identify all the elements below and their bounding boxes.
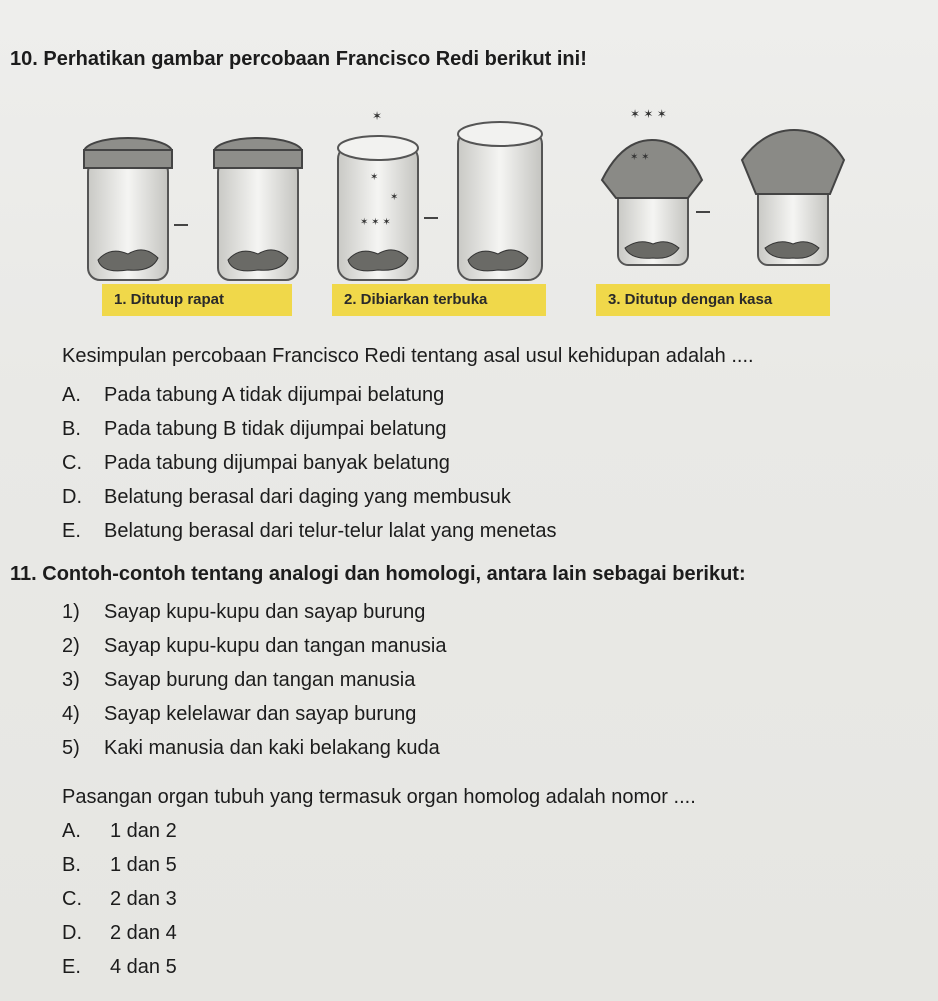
option-text: Pada tabung A tidak dijumpai belatung (104, 384, 445, 406)
q11-item-1 (62, 601, 425, 624)
q10-title (10, 48, 587, 71)
caption-gauze: 3. Ditutup dengan kasa (596, 284, 830, 316)
item-number: 4) (62, 703, 80, 725)
q11-option-c[interactable] (62, 888, 177, 911)
q11-item-4 (62, 703, 416, 726)
q11-item-3 (62, 669, 415, 692)
q11-title (10, 563, 746, 586)
caption-open: 2. Dibiarkan terbuka (332, 284, 546, 316)
option-letter: D. (62, 486, 82, 508)
q11-item-5 (62, 737, 440, 760)
option-text: 4 dan 5 (110, 956, 177, 978)
item-number: 2) (62, 635, 80, 657)
q10-number: 10. (10, 48, 38, 70)
option-text: Belatung berasal dari daging yang membusuk (104, 486, 511, 508)
item-text: Sayap kupu-kupu dan sayap burung (104, 601, 426, 623)
option-letter: A. (62, 820, 81, 842)
q11-option-b[interactable] (62, 854, 177, 877)
q11-title-text: Contoh-contoh tentang analogi dan homologi, antara lain sebagai berikut: (42, 563, 746, 585)
option-text: Pada tabung dijumpai banyak belatung (104, 452, 450, 474)
option-text: 1 dan 5 (110, 854, 177, 876)
redi-experiment-figure (70, 100, 850, 330)
jar-sealed-2 (214, 138, 302, 280)
q10-option-a[interactable] (62, 384, 444, 407)
option-letter: C. (62, 888, 82, 910)
caption-sealed: 1. Ditutup rapat (102, 284, 292, 316)
q10-title-text: Perhatikan gambar percobaan Francisco Redi berikut ini! (43, 48, 587, 70)
q11-item-2 (62, 635, 446, 658)
q11-stem: Pasangan organ tubuh yang termasuk organ homolog adalah nomor .... (62, 786, 696, 808)
q10-option-d[interactable] (62, 486, 511, 509)
option-letter: A. (62, 384, 81, 406)
item-text: Sayap kupu-kupu dan tangan manusia (104, 635, 447, 657)
fly-icon: ✶ (372, 109, 383, 123)
q11-option-d[interactable] (62, 922, 177, 945)
svg-text:✶: ✶ (370, 172, 379, 183)
jar-gauze-1 (602, 140, 702, 265)
fly-icon-2: ✶ ✶ ✶ (630, 107, 667, 121)
option-letter: D. (62, 922, 82, 944)
jar-sealed-1 (84, 138, 172, 280)
q11-option-e[interactable] (62, 956, 177, 979)
q11-number: 11. (10, 563, 37, 585)
option-text: Pada tabung B tidak dijumpai belatung (104, 418, 447, 440)
item-number: 5) (62, 737, 80, 759)
jar-open-1 (338, 136, 418, 280)
option-letter: B. (62, 418, 81, 440)
item-text: Sayap kelelawar dan sayap burung (104, 703, 417, 725)
svg-text:✶ ✶: ✶ ✶ (630, 152, 650, 163)
option-text: 2 dan 4 (110, 922, 177, 944)
option-letter: E. (62, 520, 81, 542)
svg-text:✶: ✶ (390, 192, 399, 203)
option-letter: B. (62, 854, 81, 876)
item-number: 3) (62, 669, 80, 691)
option-text: 1 dan 2 (110, 820, 177, 842)
svg-text:✶ ✶ ✶: ✶ ✶ ✶ (360, 217, 391, 228)
q10-stem: Kesimpulan percobaan Francisco Redi tentang asal usul kehidupan adalah .... (62, 345, 754, 367)
item-text: Sayap burung dan tangan manusia (104, 669, 416, 691)
item-number: 1) (62, 601, 80, 623)
q10-option-b[interactable] (62, 418, 446, 441)
q10-option-e[interactable] (62, 520, 556, 543)
q11-option-a[interactable] (62, 820, 177, 843)
jar-open-2 (458, 122, 542, 280)
option-letter: C. (62, 452, 82, 474)
option-text: Belatung berasal dari telur-telur lalat yang menetas (104, 520, 557, 542)
option-text: 2 dan 3 (110, 888, 177, 910)
option-letter: E. (62, 956, 81, 978)
q10-option-c[interactable] (62, 452, 450, 475)
item-text: Kaki manusia dan kaki belakang kuda (104, 737, 440, 759)
jar-gauze-2 (742, 130, 844, 265)
